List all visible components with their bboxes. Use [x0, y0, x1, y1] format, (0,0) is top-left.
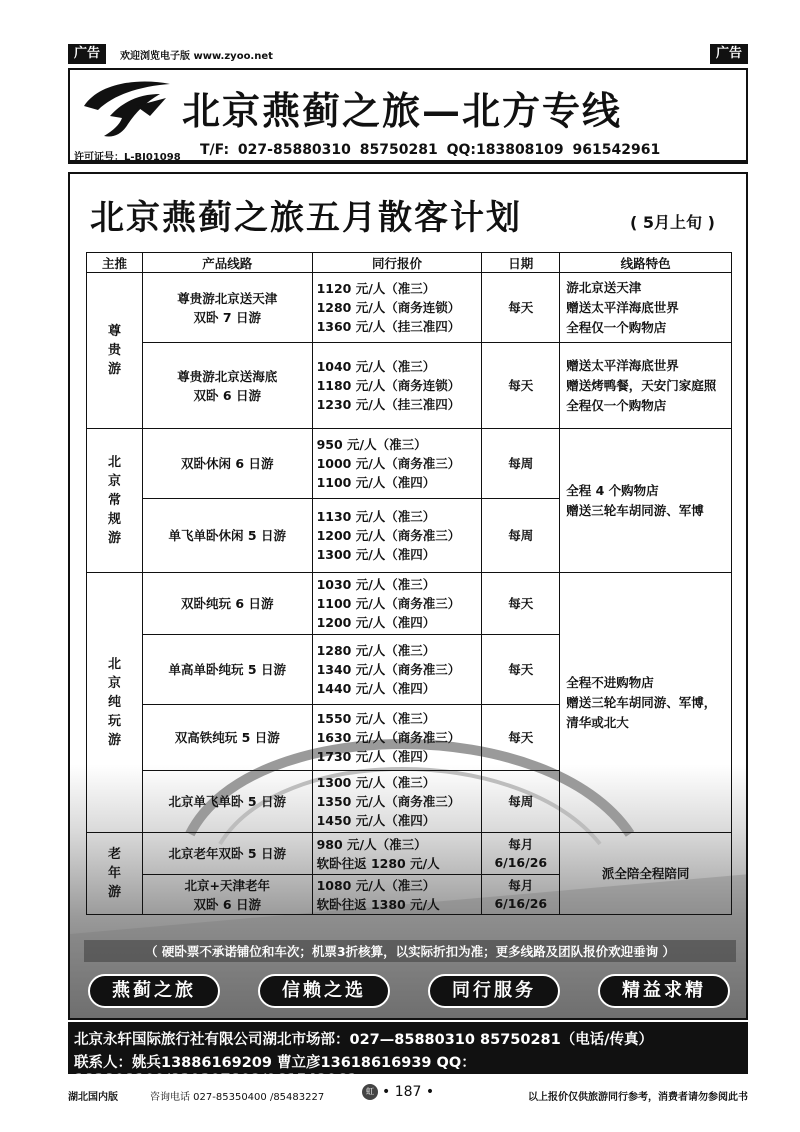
date-cell [482, 429, 560, 499]
feature-text: 赠送太平洋海底世界 赠送烤鸭餐，天安门家庭照 全程仅一个购物店 [566, 357, 717, 413]
date-cell [482, 833, 560, 875]
route-cell [142, 635, 312, 705]
col-header-feature: 线路特色 [560, 253, 732, 273]
feature-cell-shared [560, 429, 732, 573]
price-text: 1030 元/人（准三） 1100 元/人（商务准三） 1200 元/人（准四） [316, 577, 461, 630]
slogan-badge: 燕蓟之旅 [88, 974, 220, 1008]
price-cell [312, 635, 482, 705]
date-cell [482, 875, 560, 915]
ad-tag-left: 广告 [68, 44, 106, 64]
group-label-senior [87, 833, 143, 915]
header-contact-line: T/F: 027-85880310 85750281 QQ:183808109 961542961 [200, 142, 661, 158]
plan-panel [68, 172, 748, 1020]
date-cell [482, 635, 560, 705]
price-text: 1280 元/人（准三） 1340 元/人（商务准三） 1440 元/人（准四） [316, 643, 461, 696]
brand-title: 北京燕蓟之旅—北方专线 [182, 88, 623, 133]
booking-note: （ 硬卧票不承诺铺位和车次；机票3折核算，以实际折扣为准；更多线路及团队报价欢迎垂询 ） [84, 940, 736, 962]
contacts-line: 联系人：姚兵13886169209 曹立彦13618616939 QQ：183808109/839397892/961542961 [74, 1055, 476, 1088]
table-row [87, 573, 732, 635]
price-text: 1080 元/人（准三） 软卧往返 1380 元/人 [316, 877, 440, 912]
date-text: 每月 6/16/26 [494, 836, 548, 870]
price-cell [312, 875, 482, 915]
feature-cell-shared [560, 573, 732, 833]
group-label-text: 老 年 游 [107, 847, 121, 900]
swoosh-logo-icon [80, 76, 176, 140]
slogan-badge: 同行服务 [428, 974, 560, 1008]
price-cell [312, 771, 482, 833]
date-text: 每周 [508, 527, 534, 543]
group-label-pure [87, 573, 143, 833]
feature-text: 派全陪全程陪同 [601, 865, 690, 881]
price-cell [312, 343, 482, 429]
price-text: 980 元/人（准三） 软卧往返 1280 元/人 [316, 836, 440, 871]
col-header-main: 主推 [87, 253, 143, 273]
route-cell [142, 573, 312, 635]
table-header-row [87, 253, 732, 273]
feature-text: 游北京送天津 赠送太平洋海底世界 全程仅一个购物店 [566, 279, 679, 335]
ad-tag-right: 广告 [710, 44, 748, 64]
license-number: 许可证号：L-BJ01098 [74, 152, 181, 163]
table-row [87, 273, 732, 343]
group-label-text: 北 京 常 规 游 [107, 455, 121, 546]
consult-phone: 咨询电话 027-85350400 /85483227 [150, 1092, 325, 1103]
price-cell [312, 273, 482, 343]
route-cell [142, 273, 312, 343]
group-label-text: 北 京 纯 玩 游 [107, 657, 121, 748]
price-cell [312, 573, 482, 635]
route-cell [142, 771, 312, 833]
route-cell [142, 875, 312, 915]
feature-cell-shared [560, 833, 732, 915]
route-text: 单高单卧纯玩 5 日游 [168, 662, 286, 677]
date-cell [482, 343, 560, 429]
welcome-text: 欢迎浏览电子版 www.zyoo.net [120, 51, 273, 62]
table-row [87, 343, 732, 429]
publication-logo-icon: 虹 [362, 1084, 378, 1100]
route-cell [142, 343, 312, 429]
price-text: 950 元/人（准三） 1000 元/人（商务准三） 1100 元/人（准四） [316, 437, 461, 490]
slogan-row [88, 974, 732, 1010]
date-cell [482, 771, 560, 833]
page-number-text: • 187 • [382, 1084, 435, 1100]
price-cell [312, 833, 482, 875]
date-text: 每天 [508, 729, 534, 745]
route-cell [142, 429, 312, 499]
date-cell [482, 273, 560, 343]
price-cell [312, 499, 482, 573]
date-text: 每天 [508, 299, 534, 315]
page-number [362, 1084, 434, 1100]
date-text: 每天 [508, 661, 534, 677]
price-table [86, 252, 732, 915]
feature-text: 全程不进购物店 赠送三轮车胡同游、军博， 清华或北大 [566, 674, 717, 730]
slogan-badge: 信赖之选 [258, 974, 390, 1008]
date-cell [482, 705, 560, 771]
feature-cell [560, 343, 732, 429]
table-row [87, 833, 732, 875]
route-text: 北京单飞单卧 5 日游 [168, 794, 286, 809]
route-text: 双卧休闲 6 日游 [181, 456, 274, 471]
feature-cell [560, 273, 732, 343]
price-text: 1130 元/人（准三） 1200 元/人（商务准三） 1300 元/人（准四） [316, 509, 461, 562]
date-text: 每周 [508, 455, 534, 471]
slogan-badge: 精益求精 [598, 974, 730, 1008]
page-footer [68, 1082, 748, 1106]
price-text: 1120 元/人（准三） 1280 元/人（商务连锁） 1360 元/人（挂三准四） [316, 281, 461, 334]
disclaimer-text: 以上报价仅供旅游同行参考，消费者请勿参阅此书 [528, 1092, 748, 1103]
route-text: 尊贵游北京送天津 双卧 7 日游 [177, 290, 278, 325]
plan-title: 北京燕蓟之旅五月散客计划 [90, 198, 522, 238]
price-text: 1550 元/人（准三） 1630 元/人（商务准三） 1730 元/人（准四） [316, 711, 461, 764]
footer-contact-bar [68, 1022, 748, 1088]
plan-subtitle: ( 5月上旬 ) [630, 213, 715, 232]
route-cell [142, 499, 312, 573]
route-text: 尊贵游北京送海底 双卧 6 日游 [177, 368, 278, 403]
route-cell [142, 833, 312, 875]
company-line: 北京永轩国际旅行社有限公司湖北市场部：027—85880310 85750281（电话/传真） [74, 1032, 654, 1048]
top-bar [68, 44, 748, 64]
date-text: 每月 6/16/26 [494, 877, 548, 911]
date-text: 每天 [508, 595, 534, 611]
group-label-text: 尊 贵 游 [107, 324, 121, 377]
date-cell [482, 499, 560, 573]
route-text: 单飞单卧休闲 5 日游 [168, 528, 286, 543]
price-text: 1040 元/人（准三） 1180 元/人（商务连锁） 1230 元/人（挂三准四） [316, 359, 461, 412]
route-text: 北京+天津老年 双卧 6 日游 [184, 877, 270, 912]
col-header-date: 日期 [482, 253, 560, 273]
date-text: 每周 [508, 793, 534, 809]
col-header-price: 同行报价 [312, 253, 482, 273]
route-cell [142, 705, 312, 771]
route-text: 双卧纯玩 6 日游 [181, 596, 274, 611]
price-text: 1300 元/人（准三） 1350 元/人（商务准三） 1450 元/人（准四） [316, 775, 461, 828]
date-cell [482, 573, 560, 635]
feature-text: 全程 4 个购物店 赠送三轮车胡同游、军博 [566, 482, 704, 518]
edition-label: 湖北国内版 [68, 1092, 118, 1103]
col-header-route: 产品线路 [142, 253, 312, 273]
group-label-premium [87, 273, 143, 429]
table-row [87, 429, 732, 499]
price-cell [312, 429, 482, 499]
date-text: 每天 [508, 377, 534, 393]
route-text: 双高铁纯玩 5 日游 [174, 730, 280, 745]
route-text: 北京老年双卧 5 日游 [168, 846, 286, 861]
group-label-regular [87, 429, 143, 573]
price-cell [312, 705, 482, 771]
header-banner [68, 68, 748, 164]
